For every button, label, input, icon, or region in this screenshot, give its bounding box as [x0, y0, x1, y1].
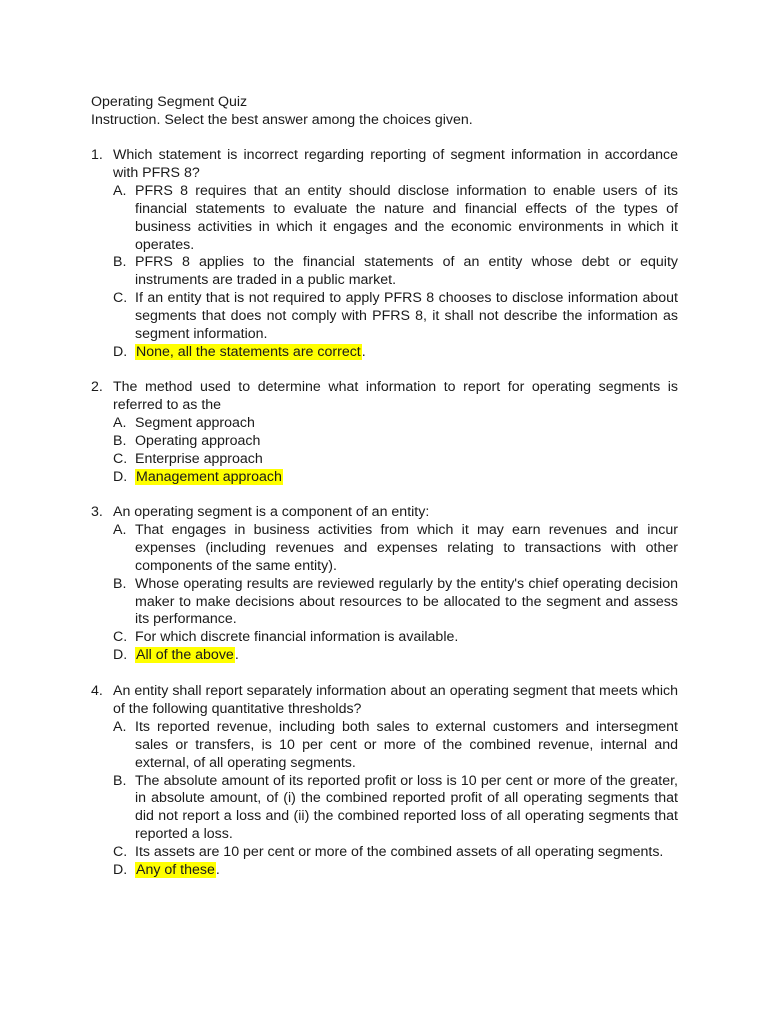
- choice-b: [91, 773, 678, 845]
- choice-b: [91, 254, 678, 290]
- choice-letter: A.: [113, 414, 127, 431]
- page-title: Operating Segment Quiz: [91, 94, 248, 110]
- choice-text: Operating approach: [135, 432, 261, 449]
- question-stem: [91, 683, 678, 719]
- choice-letter: A.: [113, 718, 127, 735]
- question-number: 1.: [91, 147, 103, 163]
- question-text: An entity shall report separately information about an operating segment that meets which of the following quantitative thresholds?: [113, 683, 678, 717]
- question-2: [91, 379, 678, 486]
- choice-letter: D.: [113, 343, 128, 360]
- question-stem: [91, 147, 678, 183]
- highlighted-answer: All of the above: [136, 647, 234, 664]
- choice-text: Enterprise approach: [135, 450, 263, 467]
- highlighted-answer: Any of these: [136, 862, 215, 879]
- choice-letter: B.: [113, 432, 127, 449]
- question-text: Which statement is incorrect regarding reporting of segment information in accordance with PFRS 8?: [113, 147, 678, 181]
- choice-text: The absolute amount of its reported profit or loss is 10 per cent or more of the greater, in absolute amount, of (i) the combined reported profit of all operating segments that did not report a loss and (ii) the combined reported loss of all operating segments that reported a loss.: [135, 772, 678, 843]
- question-text: An operating segment is a component of an entity:: [113, 504, 430, 520]
- question-3: [91, 504, 678, 665]
- choice-letter: D.: [113, 647, 128, 664]
- choice-letter: D.: [113, 468, 128, 485]
- question-stem: [91, 504, 678, 522]
- choice-d-answer: [91, 344, 678, 362]
- choice-letter: C.: [113, 290, 128, 307]
- choice-a: [91, 183, 678, 255]
- choice-a: [91, 415, 678, 433]
- choice-text: Its assets are 10 per cent or more of the combined assets of all operating segments.: [135, 844, 664, 861]
- choice-b: [91, 576, 678, 630]
- choice-text: For which discrete financial information is available.: [135, 629, 459, 646]
- choice-letter: A.: [113, 521, 127, 538]
- choice-letter: C.: [113, 450, 128, 467]
- choice-text: PFRS 8 requires that an entity should disclose information to enable users of its financial statements to evaluate the nature and financial effects of the types of business activities in which it engages and the economic environments in which it operates.: [135, 182, 678, 253]
- choice-d-answer: [91, 647, 678, 665]
- choice-c: [91, 629, 678, 647]
- answer-suffix: .: [234, 647, 239, 664]
- choice-text: Whose operating results are reviewed regularly by the entity's chief operating decision maker to make decisions about resources to be allocated to the segment and assess its performance.: [135, 575, 678, 628]
- question-number: 2.: [91, 379, 103, 395]
- question-text: The method used to determine what information to report for operating segments is referred to as the: [113, 379, 678, 413]
- choice-letter: B.: [113, 772, 127, 789]
- choice-b: [91, 433, 678, 451]
- choice-a: [91, 522, 678, 576]
- choice-c: [91, 290, 678, 344]
- choice-letter: C.: [113, 629, 128, 646]
- highlighted-answer: Management approach: [136, 468, 282, 485]
- choice-text: PFRS 8 applies to the financial statements of an entity whose debt or equity instruments are traded in a public market.: [135, 254, 678, 289]
- choice-c: [91, 844, 678, 862]
- question-number: 3.: [91, 504, 103, 520]
- question-1: [91, 147, 678, 362]
- choice-letter: C.: [113, 844, 128, 861]
- choice-a: [91, 719, 678, 773]
- answer-suffix: .: [215, 862, 220, 879]
- instruction-text: Instruction. Select the best answer among the choices given.: [91, 112, 473, 128]
- choice-text: If an entity that is not required to apply PFRS 8 chooses to disclose information about segments that does not comply with PFRS 8, it shall not describe the information as segment information.: [135, 290, 678, 343]
- question-number: 4.: [91, 683, 103, 699]
- choice-text: Segment approach: [135, 414, 255, 431]
- choice-letter: D.: [113, 862, 128, 879]
- highlighted-answer: None, all the statements are correct: [136, 343, 361, 360]
- choice-letter: B.: [113, 575, 127, 592]
- choice-c: [91, 451, 678, 469]
- choice-text: Its reported revenue, including both sales to external customers and intersegment sales or transfers, is 10 per cent or more of the combined revenue, internal and external, of all operating segments.: [135, 718, 678, 771]
- question-stem: [91, 379, 678, 415]
- choice-letter: B.: [113, 254, 127, 271]
- answer-suffix: .: [361, 343, 366, 360]
- choice-d-answer: [91, 862, 678, 880]
- choice-d-answer: [91, 469, 678, 487]
- choice-letter: A.: [113, 182, 127, 199]
- question-4: [91, 683, 678, 880]
- choice-text: That engages in business activities from which it may earn revenues and incur expenses (including revenues and expenses relating to transactions with other components of the same entity).: [135, 521, 678, 574]
